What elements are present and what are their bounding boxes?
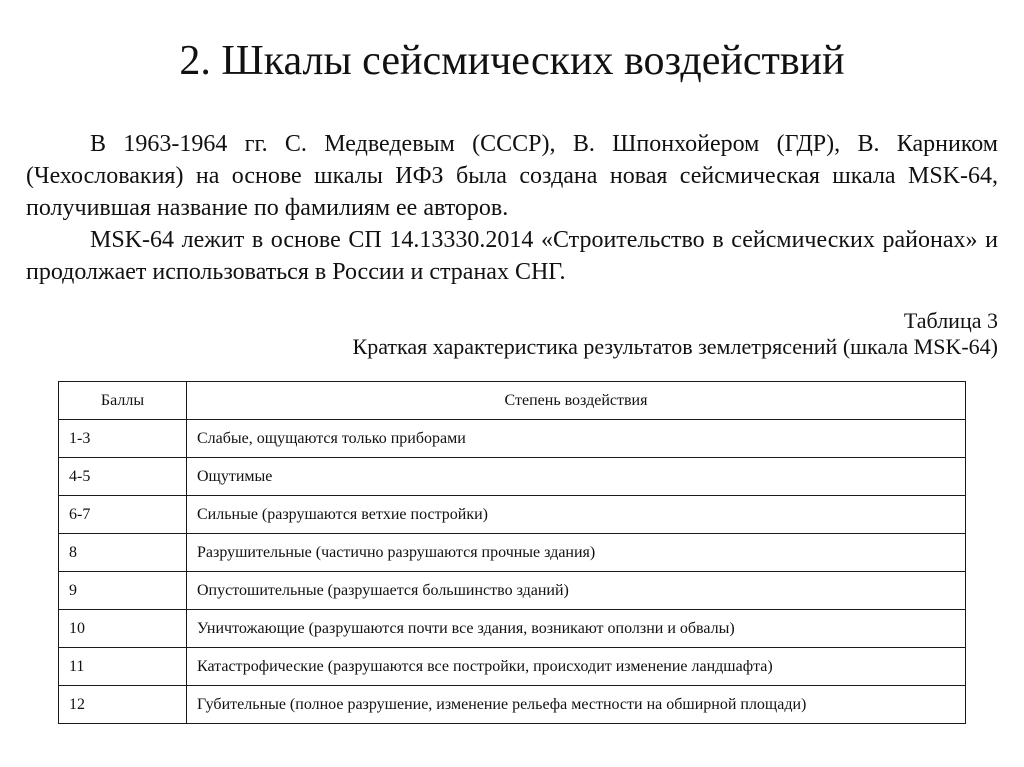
cell-effect: Катастрофические (разрушаются все постройки, происходит изменение ландшафта)	[187, 648, 966, 686]
header-points: Баллы	[59, 382, 187, 420]
paragraph-history: В 1963-1964 гг. С. Медведевым (СССР), В. Шпонхойером (ГДР), В. Карником (Чехословакия) на основе шкалы ИФЗ была создана новая сейсмическая шкала MSK-64, получившая название по фамилиям ее авторов.	[26, 131, 998, 221]
cell-effect: Опустошительные (разрушается большинство зданий)	[187, 572, 966, 610]
table-row	[59, 686, 966, 724]
table-number: Таблица 3	[903, 308, 998, 333]
paragraph-usage: MSK-64 лежит в основе СП 14.13330.2014 «Строительство в сейсмических районах» и продолжает использоваться в России и странах СНГ.	[26, 227, 998, 285]
table-row	[59, 420, 966, 458]
cell-points: 4-5	[59, 458, 187, 496]
table-row	[59, 648, 966, 686]
cell-points: 11	[59, 648, 187, 686]
table-row	[59, 496, 966, 534]
cell-points: 6-7	[59, 496, 187, 534]
msk-64-table	[58, 381, 966, 724]
cell-points: 8	[59, 534, 187, 572]
cell-points: 9	[59, 572, 187, 610]
table-caption-block	[353, 308, 998, 360]
cell-effect: Губительные (полное разрушение, изменение рельефа местности на обширной площади)	[187, 686, 966, 724]
header-effect: Степень воздействия	[187, 382, 966, 420]
cell-effect: Уничтожающие (разрушаются почти все здания, возникают оползни и обвалы)	[187, 610, 966, 648]
cell-effect: Сильные (разрушаются ветхие постройки)	[187, 496, 966, 534]
cell-points: 10	[59, 610, 187, 648]
slide-title: 2. Шкалы сейсмических воздействий	[179, 38, 845, 84]
table-row	[59, 572, 966, 610]
table-row	[59, 458, 966, 496]
cell-points: 12	[59, 686, 187, 724]
table-row	[59, 534, 966, 572]
table-caption: Краткая характеристика результатов землетрясений (шкала MSK-64)	[352, 334, 998, 359]
cell-points: 1-3	[59, 420, 187, 458]
table-row	[59, 610, 966, 648]
cell-effect: Ощутимые	[187, 458, 966, 496]
body-text	[26, 128, 998, 288]
cell-effect: Слабые, ощущаются только приборами	[187, 420, 966, 458]
table-header-row	[59, 382, 966, 420]
cell-effect: Разрушительные (частично разрушаются прочные здания)	[187, 534, 966, 572]
